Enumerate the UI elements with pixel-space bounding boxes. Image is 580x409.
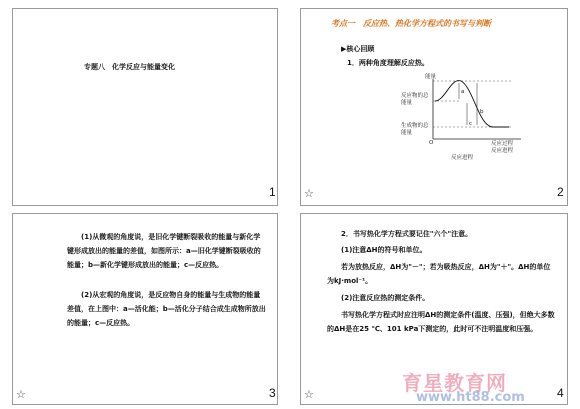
watermark-url: www.ht88.com (416, 390, 525, 405)
item-2: 2．书写热化学方程式要记住"六个"注意。 (341, 230, 473, 238)
star-icon: ☆ (304, 388, 314, 401)
sub-item-1: (1)注意ΔH的符号和单位。 (341, 246, 427, 254)
slide-title: 专题八 化学反应与能量变化 (84, 63, 175, 71)
sub-item-2-text: 书写热化学方程式时应注明ΔH的测定条件(温度、压强)，但绝大多数的ΔH是在25 ℃、101 kPa下测定的，此时可不注明温度和压强。 (327, 311, 555, 333)
slide-2[interactable] (300, 8, 568, 206)
paragraph-2: (2)从宏观的角度说，是反应物自身的能量与生成物的能量差值，在上图中：a—活化能；b—活化分子结合成生成物所放出的能量；c—反应热。 (67, 291, 266, 327)
item-1: 1．两种角度理解反应热。 (347, 59, 429, 67)
paragraph-1: (1)从微观的角度说，是旧化学键断裂吸收的能量与新化学键形成放出的能量的差值，如图所示：a—旧化学键断裂吸收的能量；b—新化学键形成放出的能量；c—反应热。 (67, 233, 261, 269)
page-number: 2 (557, 185, 564, 199)
curve-label-a: a (461, 89, 465, 95)
reactant-energy-label: 反应物的总能量 (401, 93, 429, 106)
star-icon: ☆ (304, 187, 314, 200)
progress-sub-label: 反应进程 (491, 148, 514, 154)
sub-item-2: (2)注意反应热的测定条件。 (341, 294, 430, 302)
core-review-label: ▶核心回顾 (341, 45, 375, 53)
energy-axis-label: 能量 (425, 74, 437, 80)
star-icon: ☆ (16, 388, 26, 401)
page-number: 4 (557, 386, 564, 400)
slide-3[interactable] (12, 213, 278, 405)
page-number: 3 (269, 386, 276, 400)
progress-axis-label: 反应过程 (491, 141, 514, 147)
watermark-brand: 育星教育网 (402, 371, 507, 395)
slide-1[interactable] (12, 8, 278, 206)
page-number: 1 (269, 185, 276, 199)
sub-item-1-text: 若为放热反应，ΔH为"－"；若为吸热反应，ΔH为"＋"。ΔH的单位为kJ·mol⁻¹。 (327, 263, 551, 285)
chart-caption (451, 155, 473, 162)
caption-text: 反应进程 (451, 155, 474, 161)
product-energy-label: 生成物的总能量 (401, 123, 429, 136)
origin-label: O (429, 140, 434, 146)
curve-label-b: b (480, 109, 484, 115)
curve-label-c: c (469, 121, 473, 127)
section-heading: 考点一 反应热、热化学方程式的书写与判断 (331, 19, 491, 28)
